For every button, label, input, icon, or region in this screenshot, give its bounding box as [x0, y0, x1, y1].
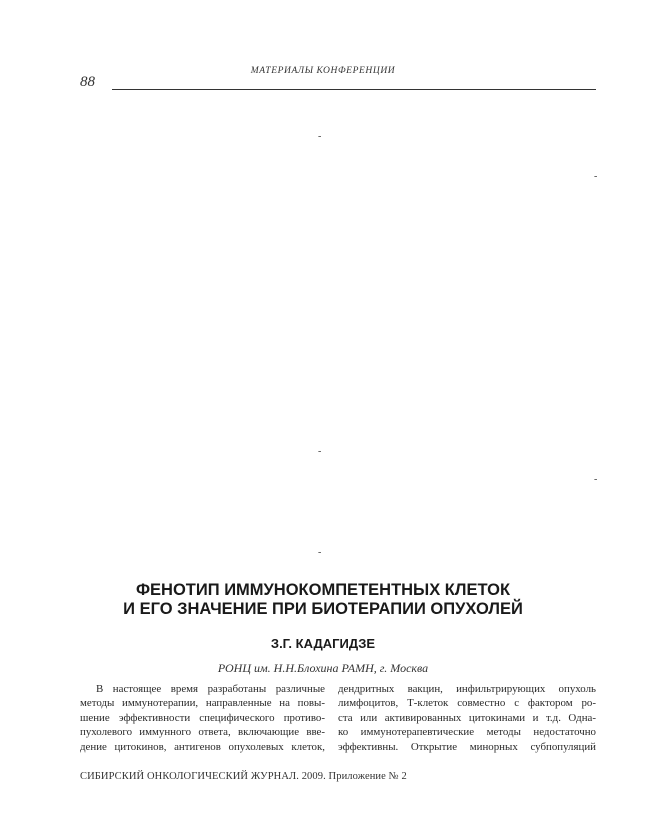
article-author: З.Г. КАДАГИДЗЕ: [270, 636, 376, 651]
stray-mark: -: [318, 131, 322, 142]
body-line: В настоящее время разработаны различные: [96, 683, 325, 695]
body-line: дендритных вакцин, инфильтрирующих опухоль: [338, 683, 596, 695]
stray-mark: -: [594, 171, 598, 182]
body-line: ста или активированных цитокинами и т.д. Одна-: [338, 711, 596, 724]
article-title-line-2: И ЕГО ЗНАЧЕНИЕ ПРИ БИОТЕРАПИИ ОПУХОЛЕЙ: [123, 600, 523, 618]
body-line: шение эффективности специфического противо-: [80, 711, 325, 724]
stray-mark: -: [318, 446, 322, 457]
stray-mark: -: [318, 547, 322, 558]
body-line: дение цитокинов, антигенов опухолевых клеток,: [80, 740, 325, 753]
article-title-line-1: ФЕНОТИП ИММУНОКОМПЕТЕНТНЫХ КЛЕТОК: [135, 581, 511, 599]
running-title: МАТЕРИАЛЫ КОНФЕРЕНЦИИ: [250, 66, 396, 76]
page-number: 88: [80, 74, 95, 90]
body-column-right: [338, 682, 596, 754]
body-line: лимфоцитов, Т-клеток совместно с фактором ро-: [338, 697, 596, 710]
header-rule: [112, 89, 596, 90]
stray-mark: -: [594, 474, 598, 485]
body-line: методы иммунотерапии, направленные на повы-: [80, 697, 325, 710]
journal-footer: СИБИРСКИЙ ОНКОЛОГИЧЕСКИЙ ЖУРНАЛ. 2009. Приложение № 2: [80, 771, 407, 782]
body-line: ко иммунотерапевтические методы недостаточно: [338, 726, 596, 739]
body-column-left: [80, 682, 325, 754]
body-line: эффективны. Открытие минорных субпопуляций: [338, 740, 596, 753]
body-line: пухолевого иммунного ответа, включающие вве-: [80, 726, 325, 739]
author-affiliation: РОНЦ им. Н.Н.Блохина РАМН, г. Москва: [217, 661, 429, 675]
